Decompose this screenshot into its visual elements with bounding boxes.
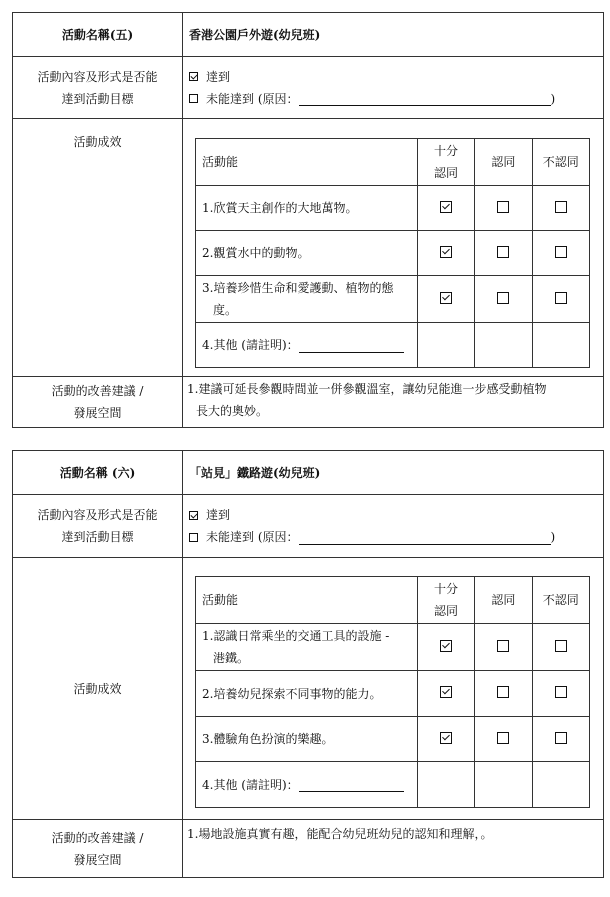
- table-header-strong-line1: 十分: [434, 582, 459, 596]
- table-header-item: 活動能: [196, 577, 418, 624]
- empty-cell: [532, 762, 589, 808]
- table-row-other: [196, 323, 590, 368]
- effect-rating-table: [195, 576, 590, 808]
- suggestion-row: [13, 377, 603, 427]
- other-label: 4.其他 (請註明)：: [202, 338, 299, 352]
- empty-box-icon[interactable]: [555, 201, 567, 213]
- item-line1: 2.觀賞水中的動物。: [202, 246, 310, 260]
- table-row: [196, 717, 590, 762]
- option-not-achieved: [189, 88, 603, 110]
- suggestion-line1: 1.建議可延長參觀時間並一併參觀溫室，讓幼兒能進一步感受動植物: [187, 382, 547, 396]
- option-close-paren: ): [550, 530, 556, 544]
- table-header-strong-line2: 認同: [434, 166, 459, 180]
- checked-box-icon[interactable]: [440, 292, 452, 304]
- item-line1: 3.體驗角色扮演的樂趣。: [202, 732, 334, 746]
- option-not-achieved-label: 未能達到 (原因：: [206, 530, 299, 544]
- goal-row: [13, 57, 603, 119]
- unchecked-checkbox-icon[interactable]: [189, 533, 198, 542]
- reason-blank-line[interactable]: [299, 530, 551, 545]
- empty-box-icon[interactable]: [555, 686, 567, 698]
- empty-box-icon[interactable]: [497, 246, 509, 258]
- activity-name-label: 活動名稱(五): [13, 13, 183, 56]
- goal-row: [13, 495, 603, 558]
- table-row: [196, 231, 590, 276]
- table-header-strongly-agree: [417, 577, 474, 624]
- other-blank-line[interactable]: [299, 339, 404, 353]
- suggestion-row: [13, 820, 603, 877]
- suggestion-text: [183, 377, 603, 427]
- other-item: [196, 762, 418, 808]
- option-close-paren: ): [550, 91, 556, 106]
- table-header-strong-line1: 十分: [434, 144, 459, 158]
- checked-checkbox-icon[interactable]: [189, 72, 198, 81]
- suggestion-label-line2: 發展空間: [73, 852, 122, 867]
- item-text: [196, 276, 418, 323]
- goal-options: [183, 495, 603, 557]
- item-line1: 1.認識日常乘坐的交通工具的設施 -: [202, 629, 390, 643]
- activity-name-value: 「站見」鐵路遊(幼兒班): [189, 466, 321, 480]
- empty-box-icon[interactable]: [555, 732, 567, 744]
- item-text: [196, 671, 418, 717]
- table-header-agree: 認同: [475, 577, 532, 624]
- table-row: [196, 276, 590, 323]
- empty-box-icon[interactable]: [555, 246, 567, 258]
- item-text: [196, 717, 418, 762]
- goal-label-line1: 活動內容及形式是否能: [37, 508, 158, 522]
- effect-label-text: 活動成效: [73, 681, 122, 696]
- item-line1: 1.欣賞天主創作的大地萬物。: [202, 201, 358, 215]
- unchecked-checkbox-icon[interactable]: [189, 94, 198, 103]
- empty-cell: [475, 323, 532, 368]
- activity-block-5: [12, 12, 604, 428]
- suggestion-label-line1: 活動的改善建議 /: [51, 384, 144, 398]
- activity-name-value: 香港公園戶外遊(幼兒班): [189, 28, 321, 42]
- table-row-other: [196, 762, 590, 808]
- suggestion-label: [13, 820, 183, 877]
- suggestion-label: [13, 377, 183, 427]
- other-blank-line[interactable]: [299, 778, 404, 792]
- activity-name-label: 活動名稱 (六): [13, 451, 183, 494]
- suggestion-text: [183, 820, 603, 877]
- goal-label-line2: 達到活動目標: [61, 91, 134, 106]
- table-row: [196, 624, 590, 671]
- option-achieved: [189, 66, 603, 88]
- reason-blank-line[interactable]: [299, 91, 551, 106]
- table-header-disagree: 不認同: [532, 139, 589, 186]
- empty-box-icon[interactable]: [555, 292, 567, 304]
- table-header-disagree: 不認同: [532, 577, 589, 624]
- effect-rating-table: [195, 138, 590, 368]
- suggestion-line1: 1.場地設施真實有趣，能配合幼兒班幼兒的認知和理解，。: [187, 827, 493, 841]
- item-line2: 度。: [213, 303, 238, 317]
- empty-box-icon[interactable]: [555, 640, 567, 652]
- item-line1: 2.培養幼兒探索不同事物的能力。: [202, 686, 382, 701]
- table-header-strong-line2: 認同: [434, 604, 459, 618]
- effect-label: [13, 119, 183, 376]
- checked-box-icon[interactable]: [440, 640, 452, 652]
- empty-box-icon[interactable]: [497, 201, 509, 213]
- item-text: [196, 624, 418, 671]
- empty-box-icon[interactable]: [497, 640, 509, 652]
- table-row: [196, 186, 590, 231]
- table-row: [196, 671, 590, 717]
- effect-label: [13, 558, 183, 819]
- option-achieved-label: 達到: [206, 508, 231, 522]
- suggestion-label-line1: 活動的改善建議 /: [51, 830, 144, 845]
- other-item: [196, 323, 418, 368]
- suggestion-label-line2: 發展空間: [73, 406, 122, 420]
- empty-box-icon[interactable]: [497, 292, 509, 304]
- empty-cell: [417, 323, 474, 368]
- empty-cell: [475, 762, 532, 808]
- item-line1: 3.培養珍惜生命和愛護動、植物的態: [202, 281, 394, 295]
- empty-box-icon[interactable]: [497, 732, 509, 744]
- option-not-achieved-label: 未能達到 (原因：: [206, 91, 299, 106]
- activity-name-row: [13, 13, 603, 57]
- empty-cell: [417, 762, 474, 808]
- option-not-achieved: [189, 526, 603, 548]
- goal-label: [13, 495, 183, 557]
- goal-label-line1: 活動內容及形式是否能: [37, 69, 158, 84]
- item-line2: 港鐵。: [213, 651, 250, 665]
- effect-row: [13, 558, 603, 820]
- goal-label-line2: 達到活動目標: [61, 530, 134, 544]
- effect-row: [13, 119, 603, 377]
- empty-box-icon[interactable]: [497, 686, 509, 698]
- checked-box-icon[interactable]: [440, 201, 452, 213]
- checked-box-icon[interactable]: [440, 686, 452, 698]
- table-header-agree: 認同: [475, 139, 532, 186]
- goal-options: [183, 57, 603, 118]
- checked-box-icon[interactable]: [440, 246, 452, 258]
- other-label: 4.其他 (請註明)：: [202, 777, 299, 792]
- table-header-strongly-agree: [417, 139, 474, 186]
- checked-checkbox-icon[interactable]: [189, 511, 198, 520]
- option-achieved-label: 達到: [206, 69, 231, 84]
- option-achieved: [189, 504, 603, 526]
- item-text: [196, 231, 418, 276]
- goal-label: [13, 57, 183, 118]
- empty-cell: [532, 323, 589, 368]
- suggestion-line2: 長大的奧妙。: [196, 404, 269, 418]
- effect-label-text: 活動成效: [73, 135, 122, 149]
- activity-name-row: [13, 451, 603, 495]
- activity-block-6: [12, 450, 604, 878]
- checked-box-icon[interactable]: [440, 732, 452, 744]
- table-header-item: 活動能: [196, 139, 418, 186]
- item-text: [196, 186, 418, 231]
